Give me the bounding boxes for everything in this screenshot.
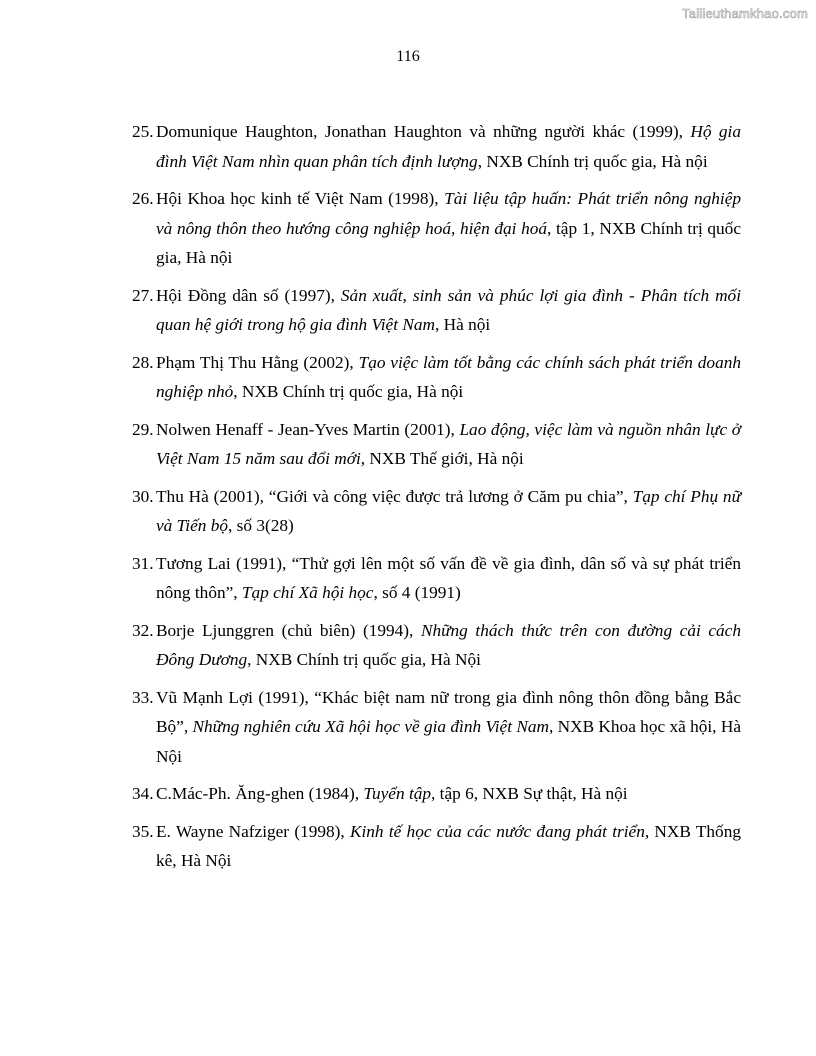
reference-text: Hội Khoa học kinh tế Việt Nam (1998), xyxy=(156,189,445,208)
reference-number: 33. xyxy=(132,687,154,707)
reference-item xyxy=(132,779,741,809)
reference-text: , Hà nội xyxy=(435,315,491,334)
reference-number: 34. xyxy=(132,784,154,803)
reference-text: Vũ Mạnh Lợi (1991), “Khác biệt nam nữ trong gia đình nông thôn đồng bằng Bắc Bộ”, xyxy=(156,687,741,736)
reference-number: 30. xyxy=(132,486,154,506)
reference-title: Tạp chí Phụ nữ và Tiến bộ xyxy=(156,486,741,535)
reference-text: Phạm Thị Thu Hằng (2002), xyxy=(156,352,359,372)
reference-text: Thu Hà (2001), “Giới và công việc được trả lương ở Căm pu chia”, xyxy=(156,486,633,506)
reference-text: Domunique Haughton, Jonathan Haughton và những người khác (1999), xyxy=(156,122,691,141)
reference-item xyxy=(132,348,741,407)
reference-text: , tập 6, NXB Sự thật, Hà nội xyxy=(431,784,628,803)
reference-text: , số 4 (1991) xyxy=(373,583,461,602)
reference-number: 27. xyxy=(132,285,154,305)
reference-title: Tạp chí Xã hội học xyxy=(241,583,374,602)
reference-text: , số 3(28) xyxy=(228,516,294,535)
reference-item xyxy=(132,281,741,340)
reference-list xyxy=(132,117,741,884)
reference-number: 32. xyxy=(132,620,154,640)
reference-title: Sản xuất, sinh sản và phúc lợi gia đình - Phân tích mối quan hệ giới trong hộ gia đình Việt Nam xyxy=(156,285,741,334)
watermark-text: Tailieuthamkhao.com xyxy=(682,6,808,21)
reference-number: 29. xyxy=(132,419,154,439)
reference-title: Lao động, việc làm và nguồn nhân lực ở Việt Nam 15 năm sau đổi mới xyxy=(156,419,741,468)
reference-number: 26. xyxy=(132,189,154,208)
reference-text: Hội Đồng dân số (1997), xyxy=(156,285,341,305)
reference-text: , NXB Chính trị quốc gia, Hà nội xyxy=(477,151,708,171)
reference-title: Tuyển tập xyxy=(363,784,432,803)
reference-item xyxy=(132,549,741,608)
reference-text: , tập 1, NXB Chính trị quốc gia, Hà nội xyxy=(156,218,741,267)
reference-item xyxy=(132,482,741,541)
reference-item xyxy=(132,117,741,176)
reference-item xyxy=(132,184,741,273)
reference-title: Tài liệu tập huấn: Phát triển nông nghiệp và nông thôn theo hướng công nghiệp hoá, hiện đại hoá xyxy=(156,189,742,238)
reference-number: 35. xyxy=(132,821,154,841)
reference-text: Nolwen Henaff - Jean-Yves Martin (2001), xyxy=(156,419,460,439)
reference-number: 25. xyxy=(132,122,154,141)
reference-number: 31. xyxy=(132,553,154,573)
reference-item xyxy=(132,683,741,772)
reference-number: 28. xyxy=(132,352,154,372)
reference-text: Borje Ljunggren (chủ biên) (1994), xyxy=(156,620,421,640)
reference-item xyxy=(132,817,741,876)
reference-item xyxy=(132,616,741,675)
reference-text: , NXB Khoa học xã hội, Hà Nội xyxy=(156,717,741,766)
reference-title: Hộ gia đình Việt Nam nhìn quan phân tích định lượng xyxy=(156,122,741,171)
reference-text: E. Wayne Nafziger (1998), xyxy=(156,821,350,841)
reference-item xyxy=(132,415,741,474)
reference-title: Những thách thức trên con đường cải cách Đông Dương xyxy=(156,620,741,669)
reference-text: , NXB Chính trị quốc gia, Hà nội xyxy=(233,382,464,401)
reference-text: C.Mác-Ph. Ăng-ghen (1984), xyxy=(156,784,364,803)
reference-text: Tương Lai (1991), “Thử gợi lên một số vấn đề về gia đình, dân số và sự phát triển nông thôn”, xyxy=(156,553,741,602)
reference-title: Tạo việc làm tốt bằng các chính sách phát triển doanh nghiệp nhỏ xyxy=(156,352,741,401)
reference-title: Những nghiên cứu Xã hội học về gia đình Việt Nam xyxy=(192,717,549,736)
reference-text: , NXB Thế giới, Hà nội xyxy=(360,449,524,468)
page-number: 116 xyxy=(396,48,420,65)
reference-text: , NXB Thống kê, Hà Nội xyxy=(156,821,741,870)
reference-title: Kinh tế học của các nước đang phát triển xyxy=(349,821,645,841)
reference-text: , NXB Chính trị quốc gia, Hà Nội xyxy=(247,650,481,669)
